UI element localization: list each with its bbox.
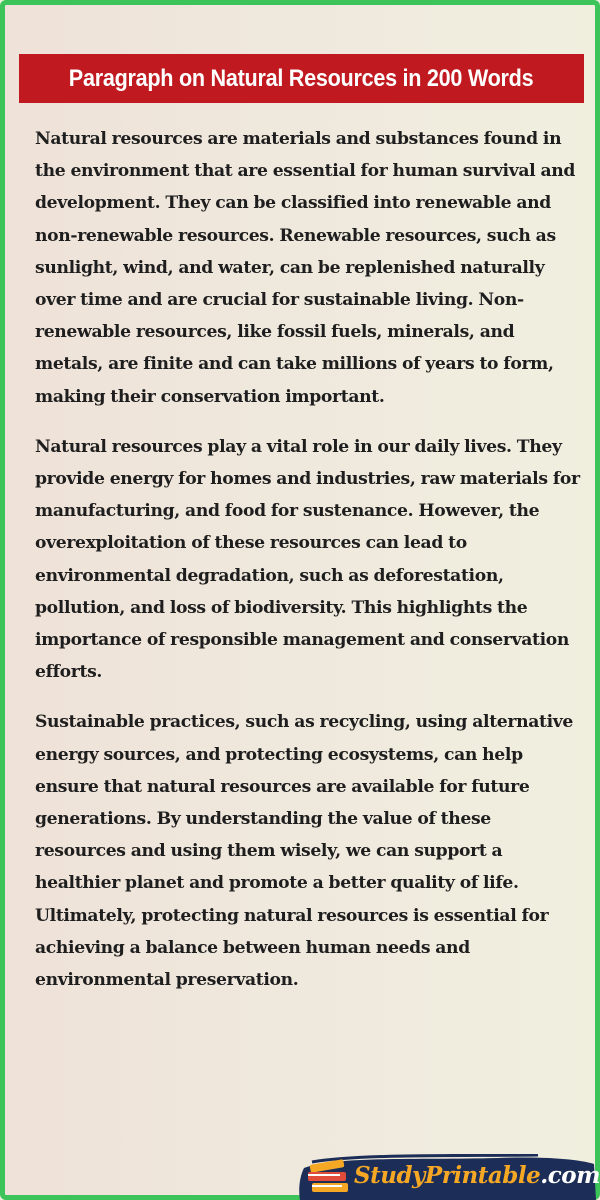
paragraph-3: Sustainable practices, such as recycling, using alternative energy sources, and protecting ecosystems, can help ensure that natural resources are available for future generations. By understanding the value of these resources and using them wisely, we can support a healthier planet and promote a better quality of life. Ultimately, protecting natural resources is essential for achieving a balance between human needs and environmental preservation. bbox=[35, 712, 574, 991]
studyprintable-logo[interactable] bbox=[298, 1150, 598, 1200]
paragraph-2: Natural resources play a vital role in our daily lives. They provide energy for homes and industries, raw materials for manufacturing, and food for sustenance. However, the overexploitation of these resources can lead to environmental degradation, such as deforestation, pollution, and loss of biodiversity. This highlights the importance of responsible management and conservation efforts. bbox=[35, 436, 580, 683]
logo-study-text: Study bbox=[354, 1162, 425, 1189]
article-body bbox=[35, 123, 583, 1014]
title-banner bbox=[19, 54, 584, 103]
logo-com-text: .com bbox=[540, 1162, 600, 1189]
paragraph-1: Natural resources are materials and substances found in the environment that are essential for human survival and development. They can be classified into renewable and non-renewable resources. Renewable resources, such as sunlight, wind, and water, can be replenished naturally over time and are crucial for sustainable living. Non-renewable resources, like fossil fuels, minerals, and metals, are finite and can take millions of years to form, making their conservation important. bbox=[35, 129, 576, 407]
logo-wordmark bbox=[354, 1162, 600, 1189]
logo-printable-text: Printable bbox=[424, 1162, 541, 1189]
books-icon bbox=[306, 1156, 352, 1196]
page-title: Paragraph on Natural Resources in 200 Words bbox=[69, 64, 534, 92]
